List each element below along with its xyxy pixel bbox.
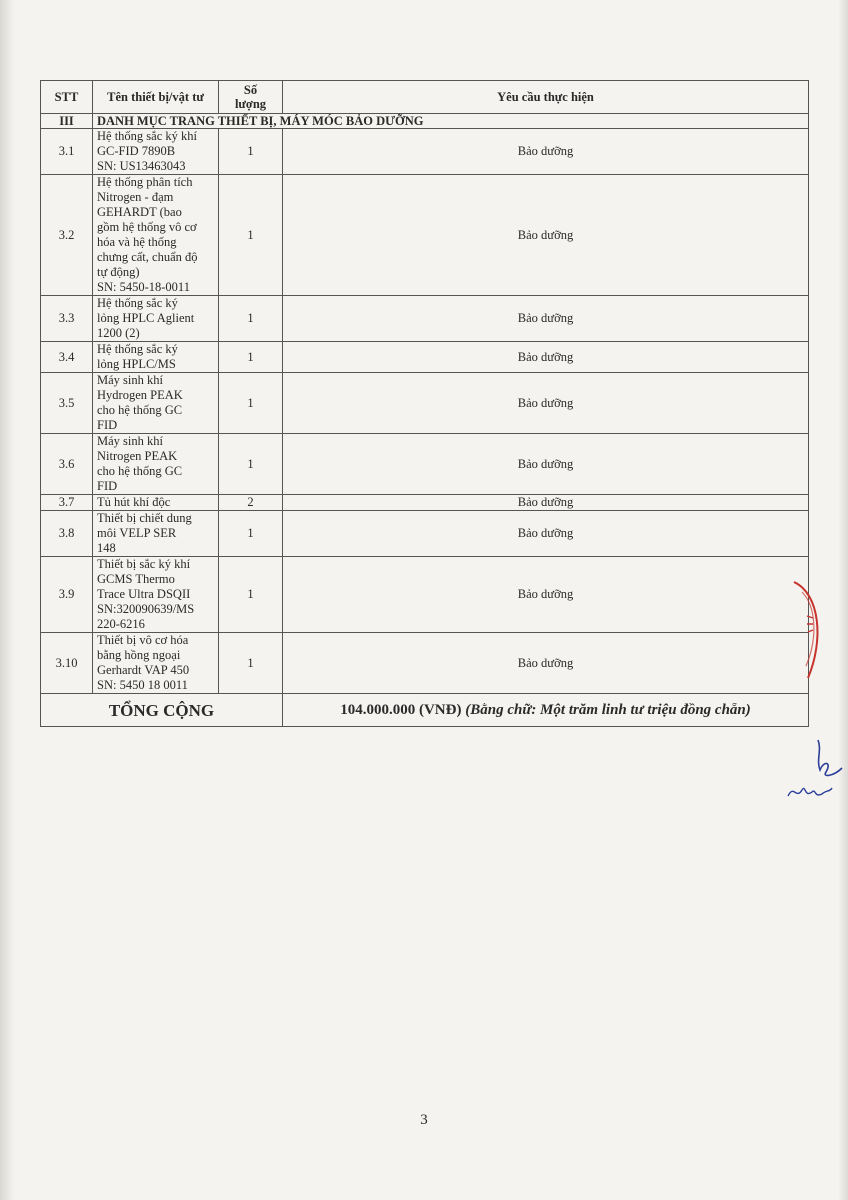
row-requirement: Bảo dưỡng — [283, 175, 809, 296]
total-amount: 104.000.000 (VNĐ) — [340, 701, 462, 718]
row-quantity: 1 — [219, 296, 283, 342]
equipment-name-line: Nitrogen - đạm — [97, 190, 174, 204]
equipment-name-line: Nitrogen PEAK — [97, 449, 178, 463]
table-row — [41, 296, 809, 342]
table-row — [41, 342, 809, 373]
equipment-name-line: hóa và hệ thống — [97, 235, 177, 249]
row-requirement: Bảo dưỡng — [283, 129, 809, 175]
table-row — [41, 175, 809, 296]
equipment-name-line: Thiết bị sắc ký khí — [97, 557, 191, 571]
row-quantity: 1 — [219, 434, 283, 495]
signature-initials — [780, 738, 848, 808]
row-stt: 3.5 — [41, 373, 93, 434]
equipment-name-line: FID — [97, 479, 118, 493]
total-label: TỔNG CỘNG — [41, 694, 283, 727]
row-requirement: Bảo dưỡng — [283, 557, 809, 633]
row-equipment-name — [93, 296, 219, 342]
table-row — [41, 373, 809, 434]
equipment-name-line: 220-6216 — [97, 617, 145, 631]
equipment-name-line: Thiết bị chiết dung — [97, 511, 192, 525]
table-row — [41, 129, 809, 175]
section-number: III — [41, 114, 93, 129]
equipment-name-line: FID — [97, 418, 118, 432]
header-requirement: Yêu cầu thực hiện — [283, 81, 809, 114]
row-quantity: 1 — [219, 373, 283, 434]
page-number: 3 — [420, 1112, 428, 1128]
equipment-name-line: GCMS Thermo — [97, 572, 175, 586]
row-quantity: 1 — [219, 557, 283, 633]
equipment-name-line: Hệ thống sắc ký — [97, 342, 178, 356]
equipment-name-line: 148 — [97, 541, 116, 555]
row-stt: 3.2 — [41, 175, 93, 296]
row-stt: 3.4 — [41, 342, 93, 373]
equipment-name-line: gồm hệ thống vô cơ — [97, 220, 197, 234]
equipment-name-line: lỏng HPLC/MS — [97, 357, 176, 371]
total-amount-in-words: (Bằng chữ: Một trăm linh tư triệu đồng chẵn) — [465, 701, 751, 718]
row-equipment-name — [93, 175, 219, 296]
page-edge-right — [838, 0, 848, 1200]
equipment-name-line: môi VELP SER — [97, 526, 177, 540]
equipment-name-line: Máy sinh khí — [97, 373, 163, 387]
row-requirement: Bảo dưỡng — [283, 633, 809, 694]
row-stt: 3.3 — [41, 296, 93, 342]
row-quantity: 1 — [219, 633, 283, 694]
equipment-name-line: SN: 5450-18-0011 — [97, 280, 190, 294]
row-requirement: Bảo dưỡng — [283, 373, 809, 434]
row-stt: 3.8 — [41, 511, 93, 557]
row-requirement: Bảo dưỡng — [283, 296, 809, 342]
header-stt: STT — [41, 81, 93, 114]
equipment-name-line: Hệ thống sắc ký — [97, 296, 178, 310]
table-row — [41, 557, 809, 633]
equipment-name-line: Hệ thống phân tích — [97, 175, 193, 189]
row-equipment-name — [93, 373, 219, 434]
equipment-name-line: lỏng HPLC Aglient — [97, 311, 195, 325]
row-requirement: Bảo dưỡng — [283, 434, 809, 495]
equipment-name-line: GC-FID 7890B — [97, 144, 176, 158]
equipment-name-line: Hydrogen PEAK — [97, 388, 183, 402]
equipment-name-line: cho hệ thống GC — [97, 464, 183, 478]
table-row — [41, 434, 809, 495]
equipment-name-line: GEHARDT (bao — [97, 205, 182, 219]
page-edge-left — [0, 0, 14, 1200]
equipment-maintenance-table — [40, 80, 809, 727]
row-quantity: 1 — [219, 342, 283, 373]
row-equipment-name — [93, 495, 219, 511]
row-stt: 3.1 — [41, 129, 93, 175]
equipment-name-line: Tủ hút khí độc — [97, 495, 171, 509]
row-quantity: 1 — [219, 511, 283, 557]
row-quantity: 1 — [219, 129, 283, 175]
row-equipment-name — [93, 557, 219, 633]
row-stt: 3.6 — [41, 434, 93, 495]
row-equipment-name — [93, 511, 219, 557]
row-requirement: Bảo dưỡng — [283, 495, 809, 511]
header-quantity-line2: lượng — [234, 97, 267, 111]
row-stt: 3.7 — [41, 495, 93, 511]
equipment-name-line: chưng cất, chuẩn độ — [97, 250, 198, 264]
row-stt: 3.9 — [41, 557, 93, 633]
equipment-name-line: Thiết bị vô cơ hóa — [97, 633, 189, 647]
equipment-name-line: tự động) — [97, 265, 140, 279]
row-quantity: 1 — [219, 175, 283, 296]
equipment-name-line: bằng hồng ngoại — [97, 648, 181, 662]
section-row — [41, 114, 809, 129]
equipment-name-line: Gerhardt VAP 450 — [97, 663, 190, 677]
row-requirement: Bảo dưỡng — [283, 511, 809, 557]
equipment-name-line: Hệ thống sắc ký khí — [97, 129, 197, 143]
equipment-name-line: cho hệ thống GC — [97, 403, 183, 417]
equipment-name-line: SN: US13463043 — [97, 159, 186, 173]
row-equipment-name — [93, 129, 219, 175]
equipment-name-line: Máy sinh khí — [97, 434, 163, 448]
total-value — [283, 694, 809, 727]
row-equipment-name — [93, 633, 219, 694]
row-quantity: 2 — [219, 495, 283, 511]
header-quantity-line1: Số — [243, 83, 258, 97]
equipment-name-line: SN:320090639/MS — [97, 602, 195, 616]
table-row — [41, 633, 809, 694]
table-row — [41, 495, 809, 511]
equipment-name-line: Trace Ultra DSQII — [97, 587, 191, 601]
equipment-name-line: SN: 5450 18 0011 — [97, 678, 188, 692]
total-row — [41, 694, 809, 727]
header-name: Tên thiết bị/vật tư — [93, 81, 219, 114]
equipment-name-line: 1200 (2) — [97, 326, 140, 340]
row-requirement: Bảo dưỡng — [283, 342, 809, 373]
red-stamp-fragment — [790, 580, 824, 680]
row-equipment-name — [93, 434, 219, 495]
row-stt: 3.10 — [41, 633, 93, 694]
header-quantity — [219, 81, 283, 114]
table-row — [41, 511, 809, 557]
section-title: DANH MỤC TRANG THIẾT BỊ, MÁY MÓC BẢO DƯỠNG — [93, 114, 809, 129]
row-equipment-name — [93, 342, 219, 373]
table-header-row — [41, 81, 809, 114]
